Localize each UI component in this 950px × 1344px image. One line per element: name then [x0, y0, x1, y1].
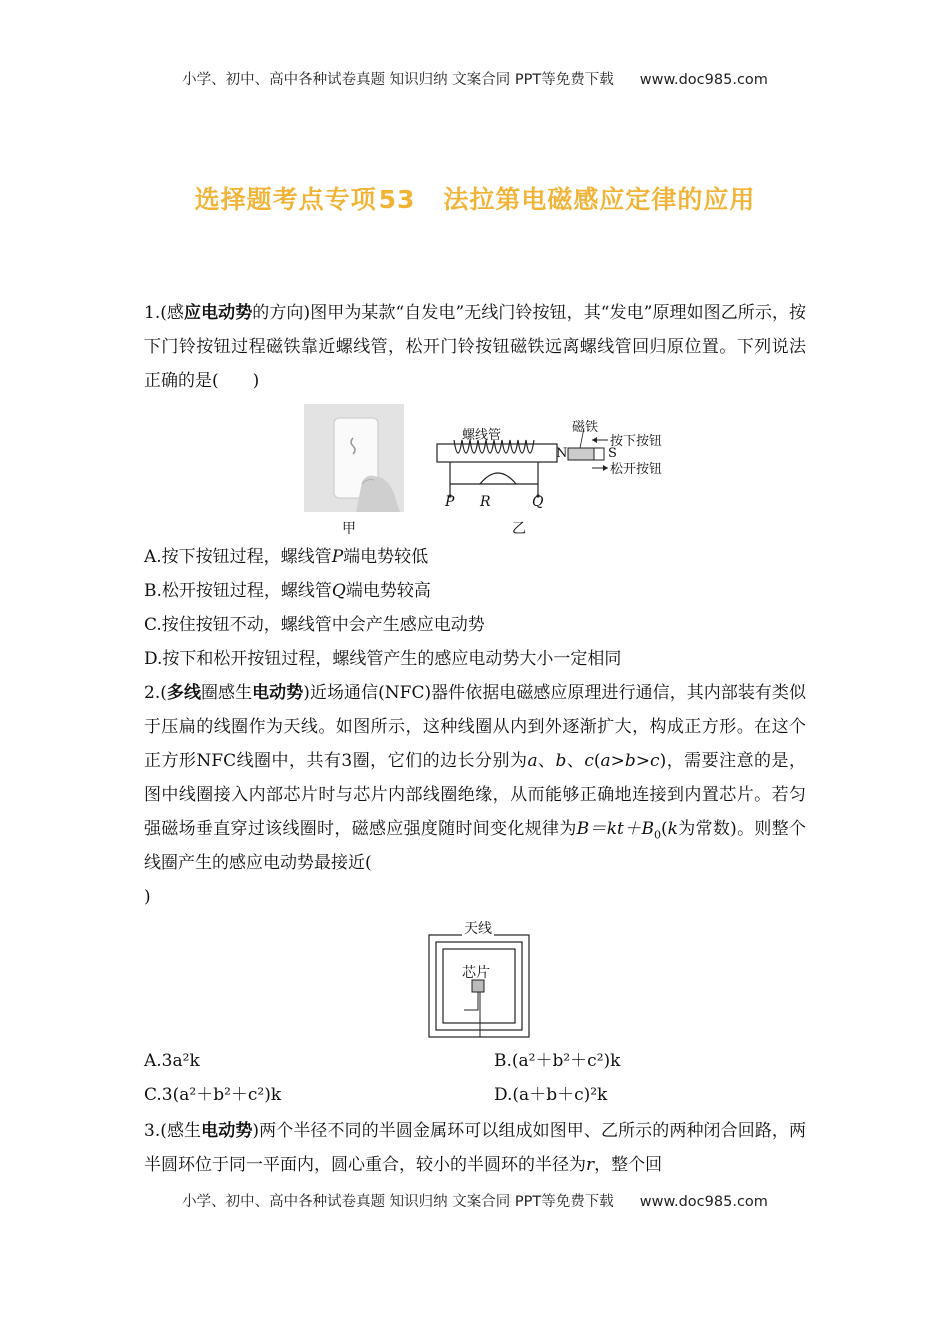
question-2 — [144, 676, 806, 914]
page-title — [0, 180, 950, 216]
q2-tag-c: 电动势 — [252, 683, 304, 703]
label-chip: 芯片 — [462, 965, 490, 981]
q2-option-a[interactable]: A.3a²k — [144, 1051, 200, 1071]
q2-tag-b: 圈感生 — [201, 683, 253, 703]
q2-formula: B＝kt＋B — [576, 819, 654, 839]
q1-tag-a: 感 — [166, 303, 184, 323]
q1-option-c[interactable]: C.按住按钮不动，螺线管中会产生感应电动势 — [144, 615, 485, 635]
q1-tag-c: 的方向) — [252, 303, 311, 323]
q1-option-b[interactable] — [144, 574, 806, 608]
q2-formula-k: k — [667, 819, 678, 839]
q2-formula-sub: 0 — [653, 828, 661, 842]
q2-paren: ( — [593, 751, 601, 771]
title-topic: 法拉第电磁感应定律的应用 — [443, 185, 756, 214]
label-solenoid: 螺线管 — [462, 428, 502, 443]
page-header — [0, 68, 950, 89]
q2-line2: ，需要注意的是，图中线圈接入内部芯片时与芯片内部线圈绝缘，从而能够正确地连接到内置芯片。若匀强磁场垂直穿过该线圈时，磁感应强度随时间变化规律为 — [144, 751, 807, 839]
q1-body: 图甲为某款“自发电”无线门铃按钮，其“发电”原理如图乙所示，按下门铃按钮过程磁铁靠近螺线管，松开门铃按钮磁铁远离螺线管回归原位置。下列说法正确的是( ) — [144, 303, 807, 391]
footer-url[interactable]: www.doc985.com — [639, 1194, 768, 1210]
q2-number: 2.( — [144, 683, 167, 703]
header-text: 小学、初中、高中各种试卷真题 知识归纳 文案合同 PPT等免费下载 — [182, 72, 614, 88]
question-1-options — [144, 540, 806, 676]
header-url[interactable]: www.doc985.com — [639, 72, 768, 88]
q2-line1: 近场通信(NFC)器件依据电磁感应原理进行通信，其内部装有类似于压扁的线圈作为天线。如图所示，这种线圈从内到外逐渐扩大，构成正方形。在这个正方形NFC线圈中，共有3圈，它们的边长分别为 — [144, 683, 807, 771]
q1-b-pre: B.松开按钮过程，螺线管 — [144, 581, 332, 601]
fig-label-jia: 甲 — [342, 521, 356, 537]
question-2-stem: 2.(多线圈感生电动势)近场通信(NFC)器件依据电磁感应原理进行通信，其内部装有类似于压扁的线圈作为天线。如图所示，这种线圈从内到外逐渐扩大，构成正方形。在这个正方形NFC线圈中，共有3圈，它们的边长分别为a、b、c(a>b>c)，需要注意的是，图中线圈接入内部芯片时与芯片内部线圈绝缘，从而能够正确地连接到内置芯片。若匀强磁场垂直穿过该线圈时，磁感应强度随时间变化规律为$B=kt+B_0(k$为常数)。则整个线圈产生的感应电动势最接近( ) — [144, 676, 806, 914]
title-prefix: 选择题考点专项 — [194, 185, 377, 214]
q2-var-c: c — [584, 751, 594, 771]
q2-options-grid — [144, 1044, 806, 1112]
q3-body: 两个半径不同的半圆金属环可以组成如图甲、乙所示的两种闭合回路，两半圆环位于同一平面内，圆心重合，较小的半圆环的半径为 — [144, 1121, 807, 1175]
q3-tail: ，整个回 — [594, 1155, 663, 1175]
q2-tag-a: 多线 — [166, 683, 201, 703]
page-footer — [0, 1190, 950, 1211]
fig-label-yi: 乙 — [512, 521, 526, 537]
q2-option-b[interactable]: B.(a²＋b²＋c²)k — [494, 1051, 621, 1071]
q1-number: 1.( — [144, 303, 167, 323]
q1-a-post: 端电势较低 — [343, 547, 429, 567]
label-press-button: 按下按钮 — [610, 434, 663, 449]
label-antenna: 天线 — [462, 918, 494, 938]
title-number: 53 — [378, 185, 416, 214]
q1-option-d[interactable]: D.按下和松开按钮过程，螺线管产生的感应电动势大小一定相同 — [144, 649, 622, 669]
q2-inequality: a>b>c — [600, 751, 660, 771]
question-3 — [144, 1114, 806, 1182]
q3-var-r: r — [586, 1155, 595, 1175]
question-2-options — [144, 1044, 806, 1112]
q3-tag-c: ) — [252, 1121, 260, 1141]
q2-paren-close: ) — [659, 751, 667, 771]
q2-option-c[interactable]: C.3(a²＋b²＋c²)k — [144, 1085, 282, 1105]
question-3-stem — [144, 1114, 806, 1182]
q2-close: ) — [144, 887, 151, 907]
label-N: N — [556, 446, 568, 461]
footer-text: 小学、初中、高中各种试卷真题 知识归纳 文案合同 PPT等免费下载 — [182, 1194, 614, 1210]
question-1 — [144, 296, 806, 398]
q2-sep2: 、 — [566, 751, 585, 771]
label-S: S — [608, 446, 617, 461]
q1-a-var: P — [331, 547, 344, 567]
q1-a-pre: A.按下按钮过程，螺线管 — [144, 547, 332, 567]
label-release-button: 松开按钮 — [610, 462, 663, 477]
q3-tag-b: 电动势 — [201, 1121, 253, 1141]
label-P: P — [445, 494, 455, 510]
doorbell-photo — [304, 404, 404, 512]
q2-sep1: 、 — [537, 751, 556, 771]
label-Q: Q — [532, 494, 544, 510]
q2-var-a: a — [527, 751, 538, 771]
q1-b-post: 端电势较高 — [345, 581, 431, 601]
q2-formula-note: 为常数)。则整个线圈产生的感应电动势最接近( — [144, 819, 806, 873]
q2-tag-d: ) — [303, 683, 310, 703]
label-magnet: 磁铁 — [572, 420, 599, 435]
q3-number: 3.( — [144, 1121, 167, 1141]
nfc-coil-diagram — [428, 934, 530, 1038]
q2-option-d[interactable]: D.(a＋b＋c)²k — [494, 1085, 608, 1105]
label-R: R — [480, 494, 491, 510]
q1-tag-b: 应电动势 — [184, 303, 253, 323]
question-1-stem — [144, 296, 806, 398]
q1-option-a[interactable] — [144, 540, 806, 574]
q2-var-b: b — [555, 751, 567, 771]
q1-b-var: Q — [331, 581, 346, 601]
q3-tag-a: 感生 — [166, 1121, 202, 1141]
